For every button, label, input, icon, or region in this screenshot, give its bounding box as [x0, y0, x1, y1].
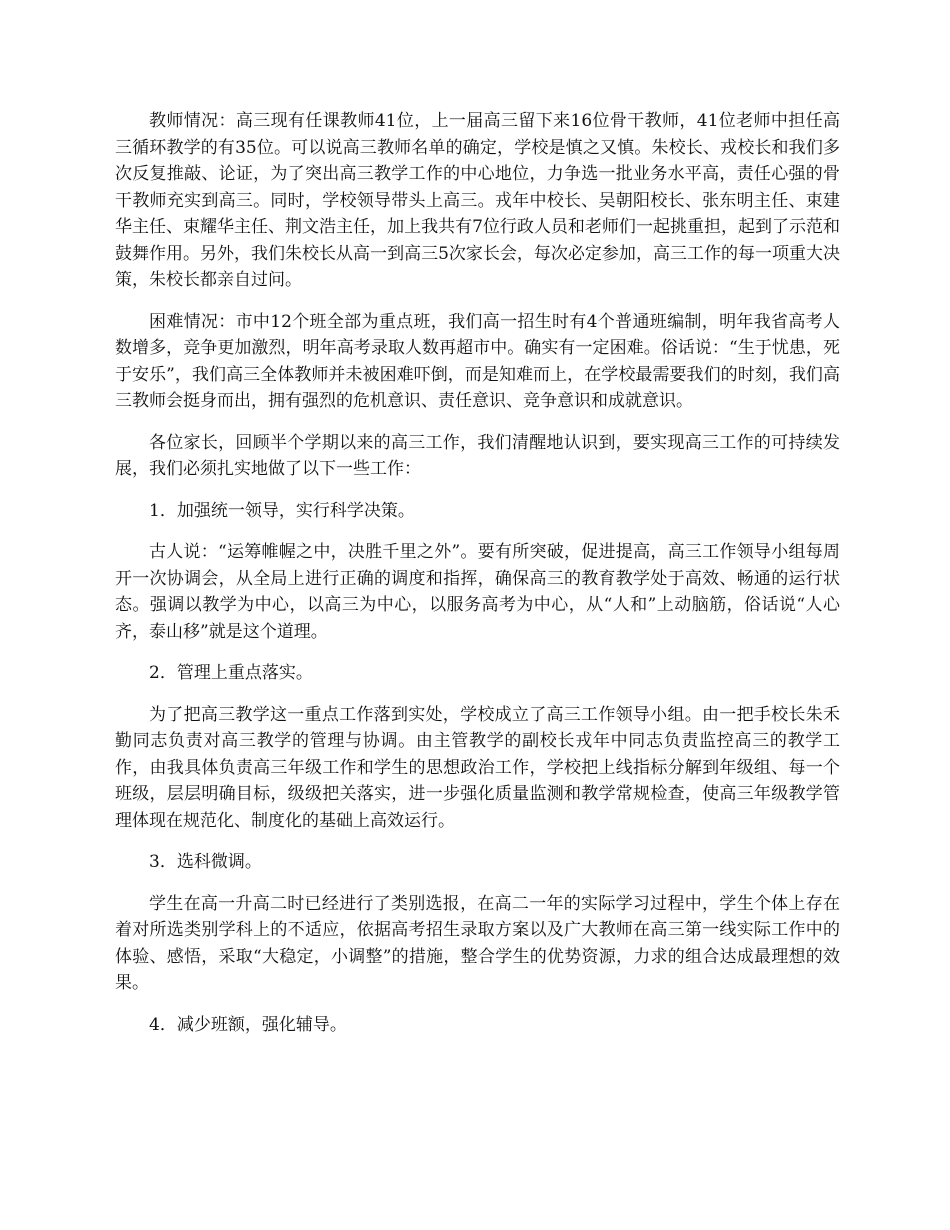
paragraph-unified-leadership: 古人说：“运筹帷幄之中，决胜千里之外”。要有所突破，促进提高，高三工作领导小组每周开一次协调会，从全局上进行正确的调度和指挥，确保高三的教育教学处于高效、畅通的运行状态。强调以教学为中心，以高三为中心，以服务高考为中心，从“人和”上动脑筋，俗话说“人心齐，泰山移”就是这个道理。 — [115, 542, 840, 642]
section-heading-2: 2．管理上重点落实。 — [149, 663, 313, 683]
section-heading-1: 1．加强统一领导，实行科学决策。 — [149, 500, 415, 521]
document-body — [115, 108, 840, 1053]
paragraph-management-focus: 为了把高三教学这一重点工作落到实处，学校成立了高三工作领导小组。由一把手校长朱禾勤同志负责对高三教学的管理与协调。由主管教学的副校长戎年中同志负责监控高三的教学工作，由我具体负责高三年级工作和学生的思想政治工作，学校把上线指标分解到年级组、每一个班级，层层明确目标，级级把关落实，进一步强化质量监测和教学常规检查，使高三年级教学管理体现在规范化、制度化的基础上高效运行。 — [115, 704, 840, 831]
section-heading-4: 4．减少班额，强化辅导。 — [149, 1014, 347, 1035]
paragraph-subject-adjustment: 学生在高一升高二时已经进行了类别选报，在高二一年的实际学习过程中，学生个体上存在着对所选类别学科上的不适应，依据高考招生录取方案以及广大教师在高三第一线实际工作中的体验、感悟，采取“大稳定，小调整”的措施，整合学生的优势资源，力求的组合达成最理想的效果。 — [115, 893, 840, 993]
paragraph-difficulty-situation: 困难情况：市中12个班全部为重点班，我们高一招生时有4个普通班编制，明年我省高考人数增多，竞争更加激烈，明年高考录取人数再超市中。确实有一定困难。俗话说：“生于忧患，死于安乐”，我们高三全体教师并未被困难吓倒，而是知难而上，在学校最需要我们的时刻，我们高三教师会挺身而出，拥有强烈的危机意识、责任意识、竞争意识和成就意识。 — [115, 311, 840, 411]
paragraph-parents-review: 各位家长，回顾半个学期以来的高三工作，我们清醒地认识到，要实现高三工作的可持续发展，我们必须扎实地做了以下一些工作： — [115, 432, 840, 479]
paragraph-teacher-situation: 教师情况：高三现有任课教师41位，上一届高三留下来16位骨干教师，41位老师中担任高三循环教学的有35位。可以说高三教师名单的确定，学校是慎之又慎。朱校长、戎校长和我们多次反复推敲、论证，为了突出高三教学工作的中心地位，力争选一批业务水平高，责任心强的骨干教师充实到高三。同时，学校领导带头上高三。戎年中校长、吴朝阳校长、张东明主任、束建华主任、束耀华主任、荆文浩主任，加上我共有7位行政人员和老师们一起挑重担，起到了示范和鼓舞作用。另外，我们朱校长从高一到高三5次家长会，每次必定参加，高三工作的每一项重大决策，朱校长都亲自过问。 — [115, 111, 840, 290]
section-heading-3: 3．选科微调。 — [149, 852, 262, 872]
